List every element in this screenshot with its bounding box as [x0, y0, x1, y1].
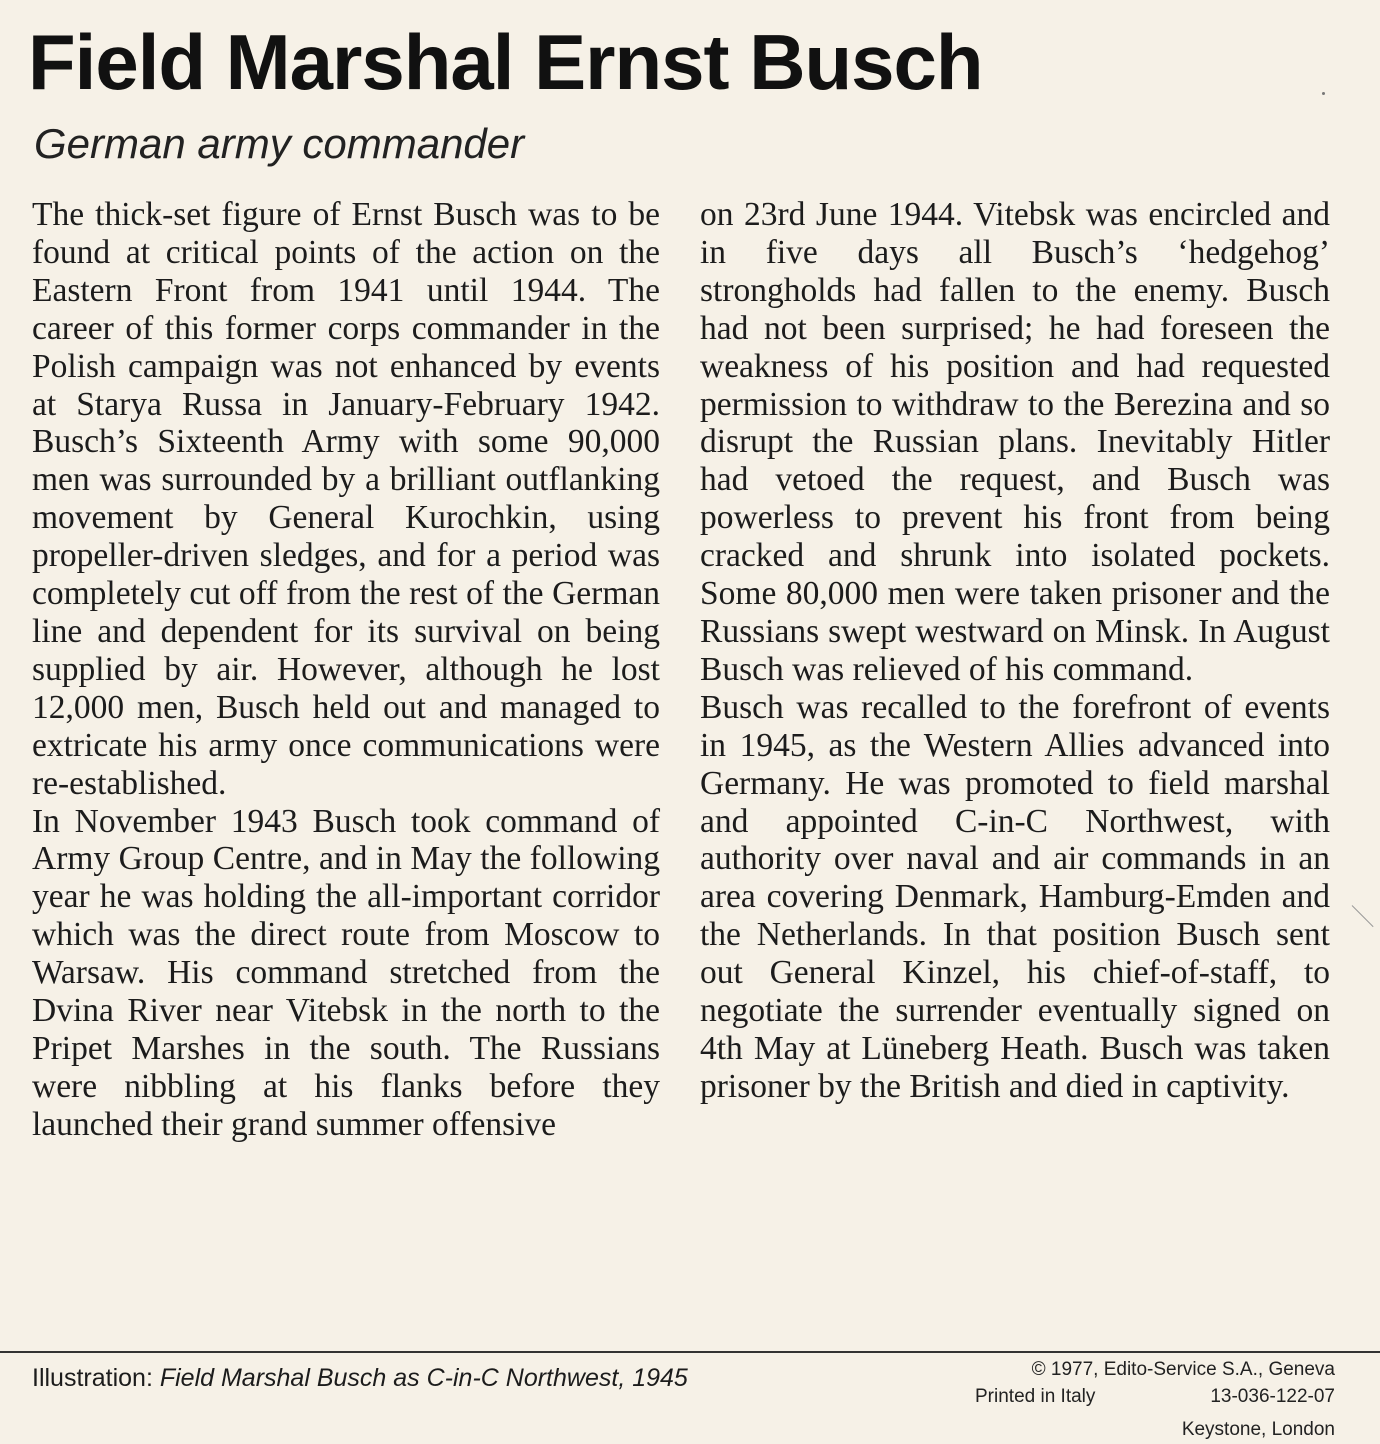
paragraph: Busch was recalled to the forefront of events in 1945, as the Western Allies advanced into Germany. He was promoted to field marshal and appointed C-in-C Northwest, with authority over naval and air commands in an area covering Denmark, Hamburg-Emden and the Netherlands. In that position Busch sent out General Kinzel, his chief-of-staff, to negotiate the surrender eventually signed on 4th May at Lüneberg Heath. Busch was taken prisoner by the British and died in captivity.: [700, 688, 1330, 1105]
card-code: 13-036-122-07: [1210, 1386, 1335, 1407]
copyright-line: © 1977, Edito-Service S.A., Geneva: [1031, 1359, 1335, 1380]
right-column: [700, 196, 1330, 1106]
page-subtitle: German army commander: [34, 120, 525, 167]
print-speck: [1322, 92, 1325, 95]
paragraph: In November 1943 Busch took command of Army Group Centre, and in May the following year he was holding the all-important corridor which was the direct route from Moscow to Warsaw. His command stretched from the Dvina River near Vitebsk in the north to the Pripet Marshes in the south. The Russians were nibbling at his flanks before they launched their grand summer offensive: [32, 802, 660, 1143]
footer-divider: [0, 1351, 1380, 1353]
caption-label: Illustration:: [32, 1364, 160, 1392]
credits-block: [975, 1356, 1335, 1443]
paragraph: on 23rd June 1944. Vitebsk was encircled and in five days all Busch’s ‘hedgehog’ strongholds had fallen to the enemy. Busch had not been surprised; he had foreseen the weakness of his position and had requested permission to withdraw to the Berezina and so disrupt the Russian plans. Inevitably Hitler had vetoed the request, and Busch was powerless to prevent his front from being cracked and shrunk into isolated pockets. Some 80,000 men were taken prisoner and the Russians swept westward on Minsk. In August Busch was relieved of his command.: [700, 196, 1330, 688]
paragraph: The thick-set figure of Ernst Busch was to be found at critical points of the action on the Eastern Front from 1941 until 1944. The career of this former corps commander in the Polish campaign was not enhanced by events at Starya Russa in January-February 1942. Busch’s Sixteenth Army with some 90,000 men was surrounded by a brilliant outflanking movement by General Kurochkin, using propeller-driven sledges, and for a period was completely cut off from the rest of the German line and dependent for its survival on being supplied by air. However, although he lost 12,000 men, Busch held out and managed to extricate his army once communications were re-established.: [32, 196, 660, 802]
illustration-caption: [32, 1362, 792, 1395]
print-info-row: [975, 1383, 1335, 1410]
printed-in: Printed in Italy: [975, 1386, 1096, 1407]
left-column: [32, 196, 660, 1144]
photo-credit: Keystone, London: [1181, 1419, 1335, 1440]
print-mark: [1352, 905, 1374, 927]
page-title: Field Marshal Ernst Busch: [28, 18, 983, 106]
caption-text: Field Marshal Busch as C-in-C Northwest, 1945: [159, 1364, 688, 1392]
